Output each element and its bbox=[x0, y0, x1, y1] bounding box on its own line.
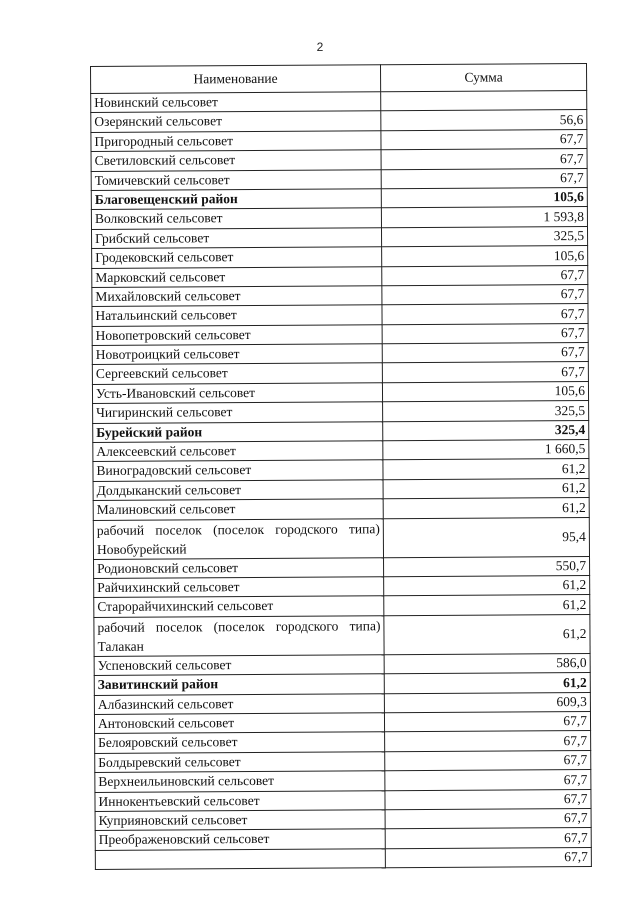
row-name: Новинский сельсовет bbox=[91, 92, 381, 113]
row-sum: 67,7 bbox=[385, 789, 591, 810]
row-sum: 550,7 bbox=[384, 556, 590, 577]
row-sum: 67,7 bbox=[382, 323, 588, 344]
row-name: Волковский сельсовет bbox=[91, 208, 381, 229]
row-sum: 67,7 bbox=[384, 711, 590, 732]
row-sum: 67,7 bbox=[385, 731, 591, 752]
row-name: Албазинский сельсовет bbox=[94, 693, 384, 714]
row-sum: 61,2 bbox=[383, 459, 589, 480]
row-name: Новотроицкий сельсовет bbox=[92, 344, 382, 365]
row-sum: 61,2 bbox=[384, 673, 590, 694]
row-sum: 67,7 bbox=[385, 770, 591, 791]
row-sum: 67,7 bbox=[385, 847, 591, 868]
row-sum: 67,7 bbox=[382, 284, 588, 305]
table-row bbox=[94, 614, 590, 656]
row-name: Гродековский сельсовет bbox=[92, 247, 382, 268]
row-sum: 56,6 bbox=[381, 110, 587, 131]
row-name: Старорайчихинский сельсовет bbox=[94, 596, 384, 617]
row-name: Малиновский сельсовет bbox=[93, 499, 383, 520]
row-name: Преображеновский сельсовет bbox=[95, 829, 385, 850]
page-number: 2 bbox=[316, 40, 324, 54]
row-name: Сергеевский сельсовет bbox=[92, 363, 382, 384]
table-header-row bbox=[91, 63, 587, 93]
table-row bbox=[93, 517, 589, 559]
row-sum: 67,7 bbox=[381, 149, 587, 170]
row-name bbox=[95, 848, 385, 869]
row-name: Михайловский сельсовет bbox=[92, 286, 382, 307]
row-sum: 61,2 bbox=[383, 478, 589, 499]
row-sum: 61,2 bbox=[384, 575, 590, 596]
row-sum: 67,7 bbox=[382, 304, 588, 325]
row-sum: 67,7 bbox=[385, 750, 591, 771]
row-name: Белояровский сельсовет bbox=[95, 732, 385, 753]
header-name: Наименование bbox=[91, 65, 381, 94]
row-sum: 67,7 bbox=[381, 129, 587, 150]
row-name: Куприяновский сельсовет bbox=[95, 810, 385, 831]
row-sum: 325,5 bbox=[383, 401, 589, 422]
row-name: Грибский сельсовет bbox=[91, 227, 381, 248]
row-sum: 61,2 bbox=[384, 595, 590, 616]
row-sum: 105,6 bbox=[381, 187, 587, 208]
row-sum: 586,0 bbox=[384, 653, 590, 674]
row-name: рабочий поселок (поселок городского типа) Талакан bbox=[94, 615, 384, 656]
row-name: Томичевский сельсовет bbox=[91, 169, 381, 190]
row-name: Райчихинский сельсовет bbox=[94, 577, 384, 598]
row-name: Верхнеильиновский сельсовет bbox=[95, 771, 385, 792]
row-sum: 67,7 bbox=[381, 168, 587, 189]
header-sum: Сумма bbox=[380, 63, 586, 91]
row-name: Успеновский сельсовет bbox=[94, 654, 384, 675]
row-sum: 1 660,5 bbox=[383, 439, 589, 460]
row-sum: 95,4 bbox=[383, 517, 589, 557]
row-name: Родионовский сельсовет bbox=[94, 557, 384, 578]
row-name: Чигиринский сельсовет bbox=[93, 402, 383, 423]
row-name: Марковский сельсовет bbox=[92, 266, 382, 287]
allocation-table bbox=[90, 63, 592, 870]
row-name: Антоновский сельсовет bbox=[94, 713, 384, 734]
row-name: Виноградовский сельсовет bbox=[93, 460, 383, 481]
row-name: Благовещенский район bbox=[91, 189, 381, 210]
row-name: Усть-Ивановский сельсовет bbox=[92, 383, 382, 404]
row-name: Иннокентьевский сельсовет bbox=[95, 790, 385, 811]
row-name: Натальинский сельсовет bbox=[92, 305, 382, 326]
row-sum: 67,7 bbox=[385, 808, 591, 829]
row-sum: 105,6 bbox=[382, 246, 588, 267]
row-name: Болдыревский сельсовет bbox=[95, 751, 385, 772]
row-sum: 67,7 bbox=[382, 343, 588, 364]
row-name: Алексеевский сельсовет bbox=[93, 441, 383, 462]
table-body bbox=[91, 90, 592, 869]
row-name: рабочий поселок (поселок городского типа) Новобурейский bbox=[93, 518, 383, 559]
row-sum bbox=[381, 90, 587, 111]
subsidy-table bbox=[90, 63, 591, 870]
row-name: Новопетровский сельсовет bbox=[92, 324, 382, 345]
row-sum: 1 593,8 bbox=[381, 207, 587, 228]
row-name: Бурейский район bbox=[93, 421, 383, 442]
row-name: Завитинский район bbox=[94, 674, 384, 695]
row-sum: 67,7 bbox=[385, 828, 591, 849]
row-name: Пригородный сельсовет bbox=[91, 131, 381, 152]
row-sum: 61,2 bbox=[383, 498, 589, 519]
row-sum: 105,6 bbox=[382, 381, 588, 402]
row-sum: 609,3 bbox=[384, 692, 590, 713]
table-row bbox=[95, 847, 591, 869]
row-sum: 325,5 bbox=[381, 226, 587, 247]
row-name: Долдыканский сельсовет bbox=[93, 480, 383, 501]
row-name: Озерянский сельсовет bbox=[91, 111, 381, 132]
row-name: Светиловский сельсовет bbox=[91, 150, 381, 171]
row-sum: 325,4 bbox=[383, 420, 589, 441]
row-sum: 67,7 bbox=[382, 265, 588, 286]
row-sum: 67,7 bbox=[382, 362, 588, 383]
row-sum: 61,2 bbox=[384, 614, 590, 654]
